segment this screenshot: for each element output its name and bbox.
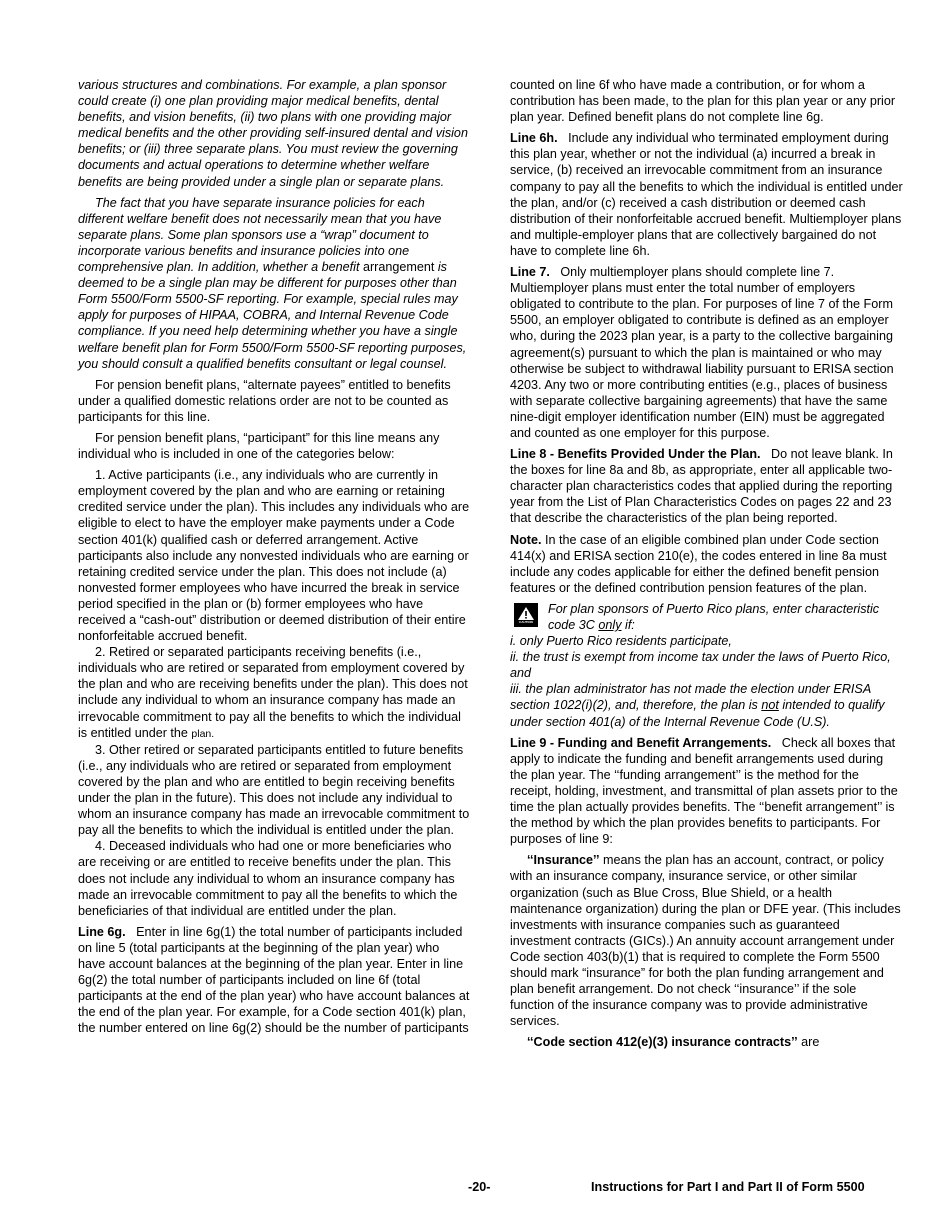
participant-definition-paragraph: For pension benefit plans, “participant” for this line means any individual who is included in one of the categories below: [78, 430, 440, 462]
list-item-deceased: 4. Deceased individuals who had one or more beneficiaries who are receiving or are entitled to receive benefits under the plan. This does not include any individual to whom an insurance company has made an irrevocable commitment to pay all the benefits to which the beneficiaries of that individual are entitled under the plan. [78, 839, 458, 918]
list-item-retired-receiving: 2. Retired or separated participants receiving benefits (i.e., individuals who are retired or separated from employment covered by the plan and who are receiving benefits under the plan). This does not include any individual to whom an insurance company has made an irrevocable commitment to pay all the benefits to which the individual is entitled under the plan. [78, 645, 468, 740]
code-412-paragraph: ‘‘Code section 412(e)(3) insurance contracts’’ are [527, 1035, 820, 1050]
caution-block [510, 601, 903, 633]
puerto-rico-condition-i: i. only Puerto Rico residents participate, [510, 634, 732, 649]
line-6h-paragraph: Line 6h. Include any individual who terminated employment during this plan year, whether or not the individual (a) incurred a break in service, (b) received an irrevocable commitment from an insurance company to pay all the benefits to which the individual is entitled under the plan, and/or (c) received a cash distribution or deemed cash distribution of their nonforfeitable accrued benefit. Multiemployer plans and multiple-employer plans that are collectively bargained do not have to complete line 6h. [510, 131, 903, 258]
code-412-term: ‘‘Code section 412(e)(3) insurance contracts’’ [527, 1035, 798, 1050]
alternate-payees-paragraph: For pension benefit plans, “alternate payees” entitled to benefits under a qualified domestic relations order are not to be counted as participants for this line. [78, 377, 451, 424]
footer-title: Instructions for Part I and Part II of Form 5500 [591, 1180, 865, 1194]
insurance-term: ‘‘Insurance’’ [527, 853, 600, 868]
note-paragraph: Note. In the case of an eligible combined plan under Code section 414(x) and ERISA section 210(e), the codes entered in line 8a must include any codes applicable for either the defined benefit pension features or the defined contribution pension features of the plan. [510, 532, 887, 595]
line-9-paragraph: Line 9 - Funding and Benefit Arrangements. Check all boxes that apply to indicate the funding and benefit arrangements used during the plan year. The ‘‘funding arrangement’’ is the method for the receipt, holding, investment, and transmittal of plan assets prior to the time the plan actually provides benefits. The ‘‘benefit arrangement’’ is the method by which the plan provides benefits to participants. For purposes of line 9: [510, 735, 898, 847]
separate-insurance-paragraph: The fact that you have separate insurance policies for each different welfare benefit does not necessarily mean that you have separate plans. Some plan sponsors use a “wrap” document to incorporate various benefits and insurance policies into one comprehensive plan. In addition, whether a benefit arrangement is deemed to be a single plan may be different for purposes other than Form 5500/Form 5500-SF reporting. For example, special rules may apply for purposes of HIPAA, COBRA, and Internal Revenue Code compliance. If you need help determining whether you have a single welfare benefit plan for Form 5500/Form 5500-SF reporting purposes, you should consult a qualified benefits consultant or legal counsel. [78, 195, 467, 371]
right-column [510, 77, 903, 1055]
note-heading: Note. [510, 532, 542, 547]
welfare-structures-paragraph: various structures and combinations. For example, a plan sponsor could create (i) one plan providing major medical benefits, dental benefits, and vision benefits, (ii) two plans with one providing major medical benefits and the other providing self-insured dental and vision benefits; or (iii) three separate plans. You must review the governing documents and actual operations to determine whether welfare benefits are being provided under a single plan or separate plans. [78, 78, 468, 189]
list-item-retired-future: 3. Other retired or separated participants entitled to future benefits (i.e., any individuals who are retired or separated from employment covered by the plan and who are entitled to begin receiving benefits under the plan in the future). This does not include any individual to whom an insurance company has made an irrevocable commitment to pay all the benefits to which the individual is entitled under the plan. [78, 742, 470, 838]
caution-intro: For plan sponsors of Puerto Rico plans, enter characteristic code 3C only if: [548, 601, 880, 632]
line-6g-paragraph: Line 6g. Enter in line 6g(1) the total number of participants included on line 5 (total participants at the beginning of the plan year) who have account balances at the beginning of the plan year. Enter in line 6g(2) the total number of participants included on line 6f (total participants at the end of the plan year) who have account balances at the end of the plan year. For example, for a Code section 401(k) plan, the number entered on line 6g(2) should be the number of participants [78, 924, 470, 1036]
caution-label: CAUTION [519, 619, 533, 624]
puerto-rico-condition-iii: iii. the plan administrator has not made the election under ERISA section 1022(i)(2), and, therefore, the plan is not intended to qualify under section 401(a) of the Internal Revenue Code (U.S). [510, 682, 885, 729]
line-6g-continued: counted on line 6f who have made a contribution, or for whom a contribution has been made, to the plan for this plan year or any prior plan year. Defined benefit plans do not complete line 6g. [510, 78, 896, 125]
left-column [78, 77, 470, 1041]
puerto-rico-condition-ii: ii. the trust is exempt from income tax under the laws of Puerto Rico, and [510, 650, 891, 681]
caution-icon [514, 603, 538, 627]
line-8-paragraph: Line 8 - Benefits Provided Under the Plan. Do not leave blank. In the boxes for line 8a and 8b, as appropriate, enter all applicable two-character plan characteristics codes that applied during the reporting year from the List of Plan Characteristics Codes on pages 22 and 23 that describe the characteristics of the plan being reported. [510, 447, 893, 526]
insurance-definition-paragraph: ‘‘Insurance’’ means the plan has an account, contract, or policy with an insurance company, insurance service, or other similar organization (such as Blue Cross, Blue Shield, or a health maintenance organization) during the plan or DFE year. (This includes investments with insurance companies such as guaranteed investment contracts (GICs).) An annuity account arrangement under Code section 403(b)(1) that is required to complete the Form 5500 should mark “insurance” for both the plan funding arrangement and plan benefit arrangement. Do not check ‘‘insurance’’ if the sole function of the insurance company was to provide administrative services. [510, 853, 901, 1029]
line-7-paragraph: Line 7. Only multiemployer plans should complete line 7. Multiemployer plans must enter the total number of employers obligated to contribute to the plan. For purposes of line 7 of the Form 5500, an employer obligated to contribute is defined as an employer who, during the 2023 plan year, is a party to the collective bargaining agreement(s) pursuant to which the plan is maintained or who may otherwise be subject to withdrawal liability pursuant to ERISA section 4203. Any two or more contributing entities (e.g., places of business with separate collective bargaining agreements) that have the same nine-digit employer identification number (EIN) must be aggregated and counted as one employer for this purpose. [510, 265, 894, 440]
line-8-heading: Line 8 - Benefits Provided Under the Plan. [510, 447, 761, 462]
page-number: -20- [468, 1180, 491, 1194]
list-item-active-participants: 1. Active participants (i.e., any individuals who are currently in employment covered by the plan and who are earning or retaining credited service under the plan). This includes any individuals who are eligible to elect to have the employer make payments under a Code section 401(k) qualified cash or deferred arrangement. Active participants also include any nonvested individuals who are earning or retaining credited service under the plan. This does not include (a) nonvested former employees who have incurred the break in service period specified in the plan or (b) former employees who have received a “cash-out” distribution or deemed distribution of their entire nonforfeitable accrued benefit. [78, 468, 470, 644]
line-6h-heading: Line 6h. [510, 131, 558, 146]
line-6g-heading: Line 6g. [78, 924, 126, 939]
line-7-heading: Line 7. [510, 265, 550, 280]
line-9-heading: Line 9 - Funding and Benefit Arrangements. [510, 735, 772, 750]
warning-triangle-icon [517, 606, 535, 621]
